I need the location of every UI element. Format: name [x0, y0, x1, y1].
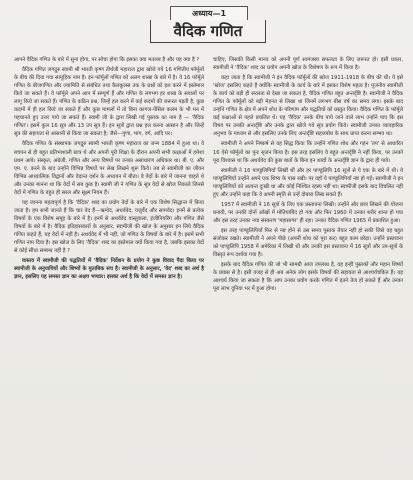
paragraph: स्वामीजी ने 16 पाण्डुलिपियाँ लिखीं थीं और हर पाण्डुलिपि 16 सूत्रों से ये एक के बारे में थी। ये पाण्डुलिपियाँ उन्होंने अपने एक शिष्य के पास रखी। पर वहाँ ये पाण्डुलिपियाँ नष्ट हो गई। स्वामीजी ने इन पाण्डुलिपियों को अत्यन्त दुःखी था और कोई निश्चित रहस्य नहीं था। स्वामीजी इसके बाद विचलित नहीं हुए और उन्होंने कहा कि वे अपनी स्मृति से उन्हें दोबारा लिख सकते हैं।	[213, 167, 403, 198]
paragraph: इस तरह पाण्डुलिपियाँ फिर से नष्ट होने से उस समय पुस्तक तैयार नहीं हो सकी जिसे वह बहुत संजोकर रखते। स्वामीजी ने अपने पीछे (अपनी शोध को पूरा कर) बहुत काम छोड़ा। उन्होंने प्रस्तावना को पाण्डुलिपि 1958 में अमेरिका में लिखी थी और उनकी इस प्रस्तावना में 16 सूत्रों और उप-सूत्रों के विस्तृत रूप दर्शाया गया है।	[213, 227, 403, 259]
paragraph: वास्तव में स्वामीजी की पद्धतियों में 'वैदिक' निर्देशन के प्रयोग ने कुछ विवाद पैदा किया पर स्वामीजी के अनुयायियों और शिष्यों के मुताबिक सच है। स्वामीजी के अनुसार, 'वेद' शब्द का अर्थ है ज्ञान, इसलिए यह समस्त ज्ञान का अक्षय भण्डार। इसका अर्थ है कि वेदों में समस्त ज्ञान है।	[14, 258, 204, 281]
left-column	[14, 56, 204, 283]
paragraph: 1957 में स्वामीजी ने 16 सूत्रों के लिए एक प्रस्तावना लिखी। उन्होंने और छात्र लिखने की योजना बनायी, पर उनकी दोनों आँखों में मोतियाबिंद हो गया और फिर 1960 में उनका शरीर शान्त हो गया और इस तरह उनका नया संस्करण 'महासागर' ही रहा। उनका वैदिक गणित 1965 में प्रकाशित हुआ।	[213, 201, 403, 224]
paragraph: कहा जाता है कि स्वामीजी ने इन वैदिक फॉर्मूलों की खोज 1911-1918 के बीच की थी। ये इसे 'खोज' इसलिए कहते हैं क्योंकि स्वामीजी के कार्य के बारे में इसका विशेष महत्व है। पूजनीय स्वामीजी के कार्य को बड़ी ही सरलता से देखा जा सकता है, वैदिक गणित बहुत अन्तर्दृष्टि है। स्वामीजी ने वैदिक गणित के फॉर्मूलों को बड़ी मेहनत से लिखा था जिनमें लगभग बीस वर्ष का समय लगा। इसके बाद उन्होंने गणित के क्षेत्र में अपने शोध के परिणाम और पद्धतियों को प्रस्तुत किया। वैदिक गणित के फॉर्मूले कई कक्षाओं से पहले प्रचलित थे। यह 'वैदिक' उनके बीच पाये जाने वाले लाभ उन्होंने पाए कि इस विषय पर उनकी अन्तर्दृष्टि और उनके द्वारा खोजे गये सूत्र प्रयोग किये। स्वामीजी उनका व्यावहारिक अनुभव के माध्यम से और इसलिए उनके लिए अन्तर्दृष्टि सहजबोध के साथ प्राप्त करना सम्भव था।	[213, 75, 403, 138]
paragraph: यह जानना महत्वपूर्ण है कि 'वैदिक' शब्द का प्रयोग वेदों के बारे में एक विशेष सिद्धान्त में किया जाता है। हम सभी जानते हैं कि चार वेद हैं—ऋग्वेद, अथर्ववेद, यजुर्वेद और सामवेद। इनमें से प्रत्येक विषयों के एक विशेष समूह के बारे में है। इनमें से अथर्ववेद वास्तुकला, इंजीनियरिंग और गणित जैसे विषयों के बारे में है। वैदिक इतिहासकारों के अनुसार, स्वामीजी की खोज के अनुसार इन लिये वैदिक गणित कहते हैं, यह वेदों में नहीं है। अथर्ववेद में भी नहीं, जो गणित के विषयों के बारे में है। इसमें सभी गणित नाम दिया है। इस खोज के लिए 'वैदिक' शब्द का इस्तेमाल क्यों किया गया है, जबकि इसका वेदों से कोई सीधा सम्बन्ध नहीं है ?	[14, 199, 204, 255]
paragraph: वैदिक गणित जगद्गुरु स्वामी श्री भारती कृष्ण तीर्थजी महाराज द्वारा खोजे गये 16 गणितीय फॉर्मूलों के बीच की दिया गया सामूहिक नाम है। इन फॉर्मूलों गणित को अलग शाखा के बारे में है। ये 16 फॉर्मूले गणित के बीजगणित और ज्यामिति से संबंधित तथा कैलकुलस तक के प्रश्नों को हल करने में इस्तेमाल किये जा सकते हैं। ये फॉर्मूले अपने आप में सम्पूर्ण हैं और गणित के लगभग हर शाख के सवालों पर लागू किये जा सकते हैं। गणित के कठिन प्रश्न, जिन्हें हल करने में कई कदमों की जरूरत पड़ती है, कुछ कदमों में ही हल किये जा सकते हैं और कुछ मामलों में तो बिना कागज-पेंसिल कलम के भी मन में पहचानते हुए उत्तर पाये जा सकते हैं। स्वामी जी के द्वारा लिखी गई पुस्तक का नाम है — 'वैदिक गणित'। इसमें कुल 16 सूत्र और 13 उप सूत्र हैं। इन सूत्रों द्वारा प्रश्न हल करना आसान है और जिन्हें सूत्र की सहायता से आसानी से किया जा सकता है; जैसे—गुणा, भाग, वर्ग, आदि पर।	[14, 67, 204, 138]
paragraph: इसके बाद वैदिक गणित की जो भी सामग्री आज उपलब्ध है, वह इन्हीं पुस्तकों और महान शिष्यों के प्रयास से है। इसी वजह से ही अब अनेक लोग इसके विषयों की सहायता से आश्चर्यचकित हैं। यह आश्चर्य किया जा सकता है कि आप उनका प्रयोग करके गणित में इतने तेज हो सकते हैं और उनका पूरा लाभ दुनिया भर में हुआ होगा।	[213, 262, 403, 293]
paragraph: चाहिए, जिसकी किसी मानव को अपनी पूर्ण सामंजस्य सफलता के लिए जरूरत हो। इसी प्रकार, स्वामीजी ने 'वैदिक' शब्द का प्रयोग अपनी खोज के विशेषण के रूप में किया है।	[213, 57, 403, 72]
chapter-title: वैदिक गणित	[150, 20, 266, 43]
paragraph: स्वामीजी ने अपने निष्कर्ष से यह सिद्ध किया कि उन्होंने गणित शोध और गहन 'तप' से आधारित 16 ऐसे फॉर्मूलों का पुनः सृजन किया है। इस तरह इसलिए वे बहुत अन्तर्दृष्टि ने नहीं किया, पर उनको पूरा विश्वास था कि अथर्ववेद की कुछ बातों के बिना इन शब्दों के अन्तर्दृष्टि ज्ञान के द्वारा ही पाये।	[213, 141, 403, 164]
right-column	[213, 56, 403, 295]
paragraph: आपने वैदिक गणित के बारे में सुना होगा, पर सोचा होगा कि इसका क्या मतलब है और यह क्या है ?	[14, 57, 200, 63]
paragraph: वैदिक गणित के संस्थापक जगद्गुरु स्वामी भारती कृष्ण महाराज का जन्म 1884 में हुआ था। वे बचपन से ही बहुत प्रतिभाशाली छात्र थे और अपनी पूरी शिक्षा के दौरान अपनी सभी कक्षाओं में हमेशा प्रथम आये। संस्कृत, अंग्रेजी, गणित और अन्य विषयों पर उनका असाधारण अधिकार था। बी. ए. और एम. ए. करने के बाद उन्होंने विभिन्न विषयों पर लेख लिखने शुरू किये। तब से स्वामीजी का जीवन विभिन्न आध्यात्मिक विद्वानों और वेदान्त दर्शन के अध्ययन में बीता। वे वेदों के बारे में जानना चाहते थे और उनका मानना था कि वेदों में सब कुछ है। स्वामी जी ने गणित के सूत्र वेदों से खोज निकाले जिनसे वेदों में गणित के बहुत ही सरल और सूक्ष्म नियम हैं।	[14, 141, 204, 196]
chapter-label: अध्याय—1	[170, 6, 248, 22]
